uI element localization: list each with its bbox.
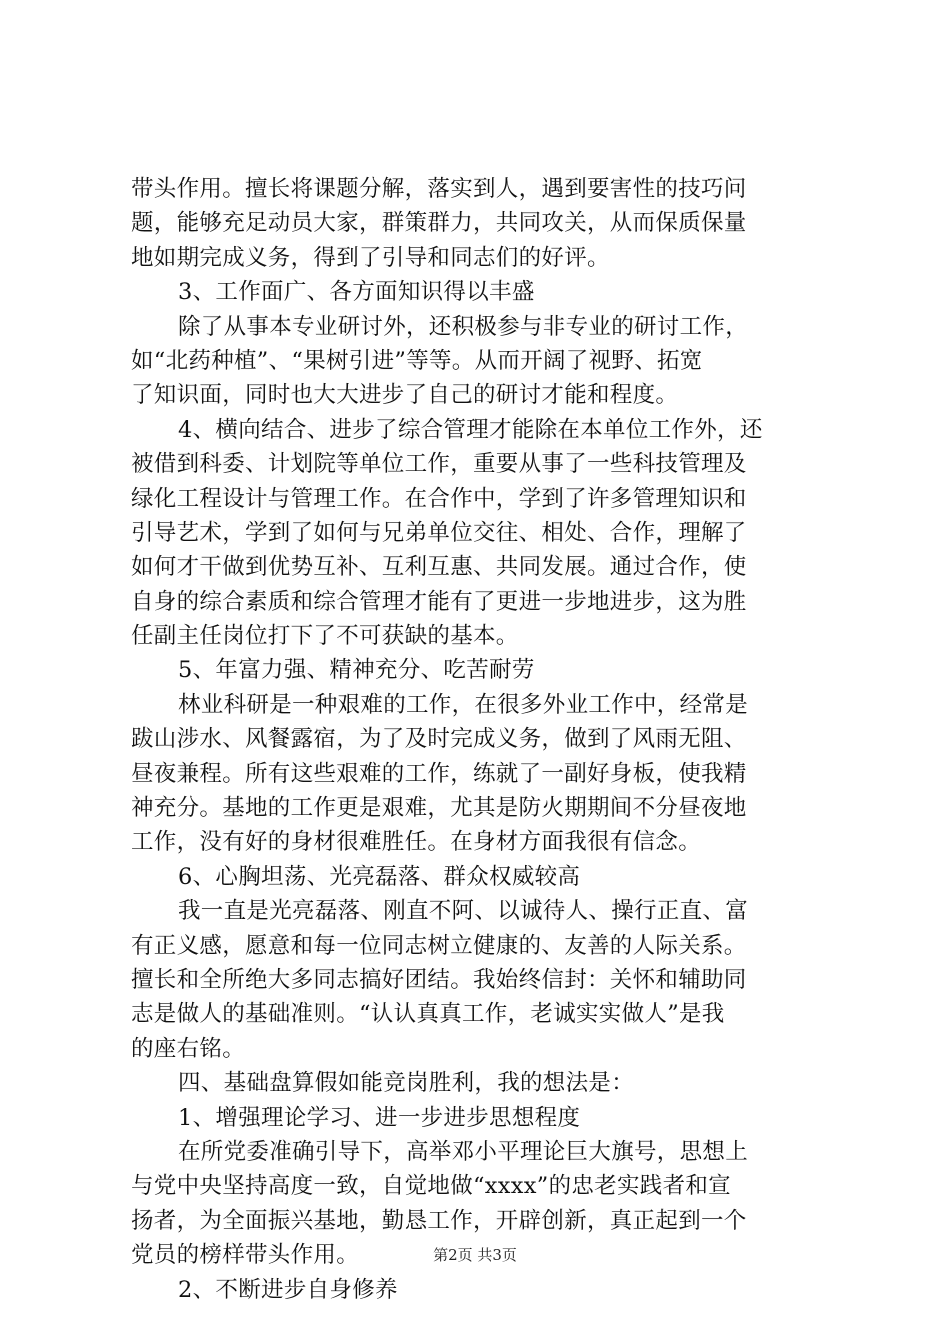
text-line: 如何才干做到优势互补、互利互惠、共同发展。通过合作，使: [131, 554, 747, 581]
text-line: 神充分。基地的工作更是艰难，尤其是防火期期间不分昼夜地: [131, 795, 747, 822]
text-line: 昼夜兼程。所有这些艰难的工作，练就了一副好身板，使我精: [131, 760, 747, 787]
text-line: 林业科研是一种艰难的工作，在很多外业工作中，经常是: [178, 691, 749, 718]
text-line: 任副主任岗位打下了不可获缺的基本。: [131, 623, 519, 650]
text-line: 四、基础盘算假如能竞岗胜利，我的想法是：: [178, 1070, 635, 1097]
text-line: 地如期完成义务，得到了引导和同志们的好评。: [131, 244, 610, 271]
text-line: 党员的榜样带头作用。: [131, 1242, 360, 1269]
text-line: 我一直是光亮磊落、刚直不阿、以诚待人、操行正直、富: [178, 898, 749, 925]
text-line: 扬者，为全面振兴基地，勤恳工作，开辟创新，真正起到一个: [131, 1207, 747, 1234]
text-line: 绿化工程设计与管理工作。在合作中，学到了许多管理知识和: [131, 485, 747, 512]
text-line: 4、横向结合、进步了综合管理才能除在本单位工作外，还: [178, 416, 763, 443]
text-line: 跋山涉水、风餐露宿，为了及时完成义务，做到了风雨无阻、: [131, 726, 747, 753]
text-line: 如“北药种植”、“果树引进”等等。从而开阔了视野、拓宽: [131, 347, 703, 374]
document-body: [131, 172, 831, 1307]
text-line: 与党中央坚持高度一致，自觉地做“xxxx”的忠老实践者和宣: [131, 1173, 731, 1200]
text-line: 了知识面，同时也大大进步了自己的研讨才能和程度。: [131, 382, 679, 409]
text-line: 在所党委准确引导下，高举邓小平理论巨大旗号，思想上: [178, 1138, 749, 1165]
text-line: 自身的综合素质和综合管理才能有了更进一步地进步，这为胜: [131, 588, 747, 615]
text-line: 1、增强理论学习、进一步进步思想程度: [178, 1104, 581, 1131]
text-line: 除了从事本专业研讨外，还积极参与非专业的研讨工作，: [178, 313, 749, 340]
text-line: 题，能够充足动员大家，群策群力，共同攻关，从而保质保量: [131, 210, 747, 237]
text-line: 的座右铭。: [131, 1035, 246, 1062]
text-line: 5、年富力强、精神充分、吃苦耐劳: [178, 657, 535, 684]
text-line: 志是做人的基础准则。“认认真真工作，老诚实实做人”是我: [131, 1001, 725, 1028]
page-footer: 第2页 共3页: [433, 1246, 517, 1264]
text-line: 擅长和全所绝大多同志搞好团结。我始终信封：关怀和辅助同: [131, 966, 747, 993]
text-line: 3、工作面广、各方面知识得以丰盛: [178, 279, 535, 306]
text-line: 6、心胸坦荡、光亮磊落、群众权威较高: [178, 863, 581, 890]
text-line: 2、不断进步自身修养: [178, 1276, 398, 1303]
text-line: 带头作用。擅长将课题分解，落实到人，遇到要害性的技巧问: [131, 176, 747, 202]
text-line: 引导艺术，学到了如何与兄弟单位交往、相处、合作，理解了: [131, 519, 747, 546]
text-line: 有正义感，愿意和每一位同志树立健康的、友善的人际关系。: [131, 932, 747, 959]
text-line: 工作，没有好的身材很难胜任。在身材方面我很有信念。: [131, 829, 702, 856]
text-line: 被借到科委、计划院等单位工作，重要从事了一些科技管理及: [131, 451, 747, 478]
